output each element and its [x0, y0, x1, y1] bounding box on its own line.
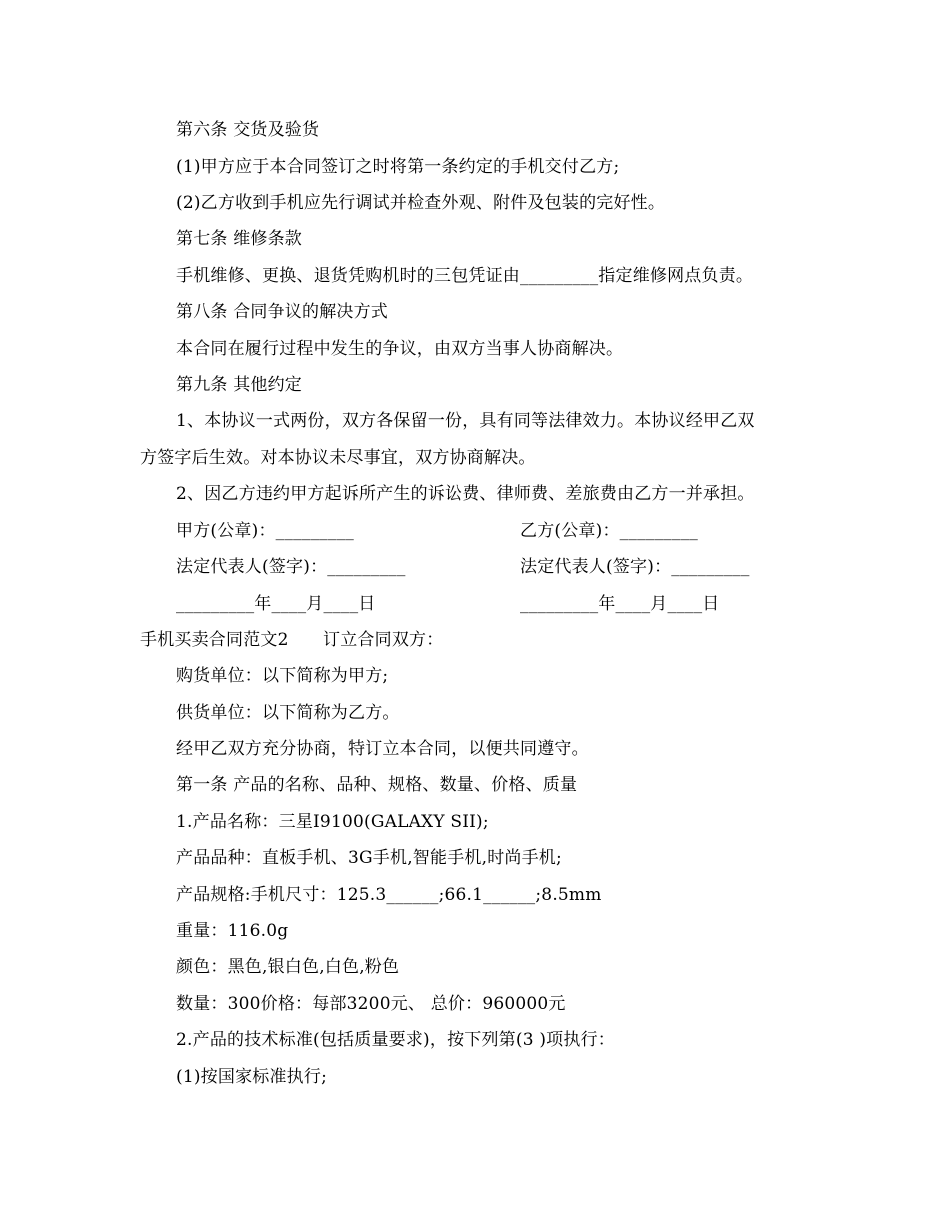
product-variety: 产品品种：直板手机、3G手机,智能手机,时尚手机; — [176, 848, 562, 868]
article1-title: 第一条 产品的名称、品种、规格、数量、价格、质量 — [176, 775, 578, 795]
section6-clause1: (1)甲方应于本合同签订之时将第一条约定的手机交付乙方; — [176, 157, 620, 177]
section9-clause1-line2: 方签字后生效。对本协议未尽事宜，双方协商解决。 — [140, 448, 536, 468]
party-b-seal: 乙方(公章)：_________ — [520, 521, 698, 541]
product-name: 1.产品名称：三星I9100(GALAXY SII); — [176, 812, 489, 832]
quantity-price: 数量：300价格：每部3200元、 总价：960000元 — [176, 994, 566, 1014]
section7-clause: 手机维修、更换、退货凭购机时的三包凭证由_________指定维修网点负责。 — [176, 266, 754, 286]
section6-clause2: (2)乙方收到手机应先行调试并检查外观、附件及包装的完好性。 — [176, 193, 666, 213]
national-standard: (1)按国家标准执行; — [176, 1067, 328, 1087]
seller-unit: 供货单位：以下简称为乙方。 — [176, 703, 400, 723]
section9-clause1-line1: 1、本协议一式两份，双方各保留一份，具有同等法律效力。本协议经甲乙双 — [176, 411, 755, 431]
section9-title: 第九条 其他约定 — [176, 375, 303, 395]
party-b-representative: 法定代表人(签字)：_________ — [520, 557, 750, 577]
section9-clause2: 2、因乙方违约甲方起诉所产生的诉讼费、律师费、差旅费由乙方一并承担。 — [176, 484, 755, 504]
sample2-heading: 手机买卖合同范文2 订立合同双方： — [140, 630, 444, 650]
section6-title: 第六条 交货及验货 — [176, 120, 320, 140]
party-b-date: _________年____月____日 — [520, 594, 720, 614]
product-weight: 重量：116.0g — [176, 921, 289, 941]
contract-intro: 经甲乙双方充分协商，特订立本合同，以便共同遵守。 — [176, 739, 589, 759]
party-a-representative: 法定代表人(签字)：_________ — [176, 557, 406, 577]
party-a-date: _________年____月____日 — [176, 594, 376, 614]
party-a-seal: 甲方(公章)：_________ — [176, 521, 354, 541]
product-color: 颜色：黑色,银白色,白色,粉色 — [176, 957, 400, 977]
product-spec: 产品规格:手机尺寸：125.3______;66.1______;8.5mm — [176, 885, 602, 905]
technical-standard: 2.产品的技术标准(包括质量要求)，按下列第(3 )项执行： — [176, 1030, 615, 1050]
section8-title: 第八条 合同争议的解决方式 — [176, 302, 389, 322]
section8-clause: 本合同在履行过程中发生的争议，由双方当事人协商解决。 — [176, 339, 624, 359]
buyer-unit: 购货单位：以下简称为甲方; — [176, 666, 389, 686]
section7-title: 第七条 维修条款 — [176, 229, 303, 249]
